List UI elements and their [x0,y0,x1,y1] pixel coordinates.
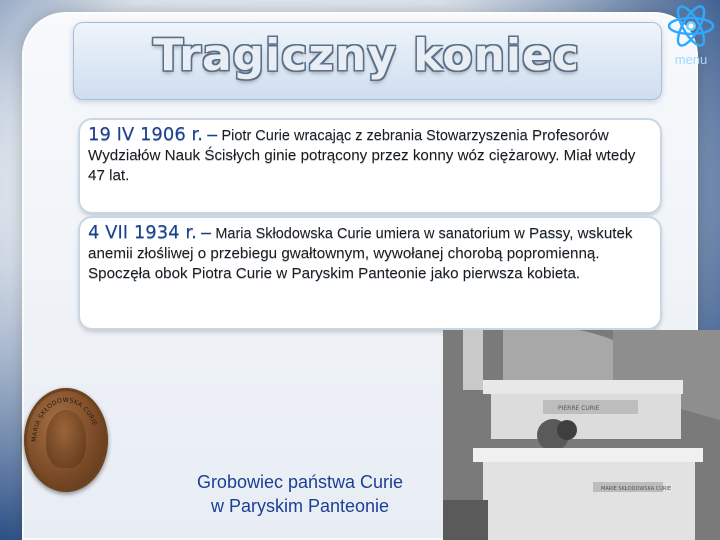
event-body-1: Profesorów Wydziałów Nauk Ścisłych ginie potrącony przez konny wóz ciężarowy. Miał wtedy 47 lat. [88,127,636,184]
tomb-inscription-1: PIERRE CURIE [558,405,600,412]
caption-line-2: w Paryskim Panteonie [210,496,390,516]
caption-line-1: Grobowiec państwa Curie [196,472,404,492]
event-body-2: Passy, wskutek anemii złośliwej o przebiegu gwałtownym, wywołanej chorobą popromienną. Spoczęła obok Piotra Curie w Paryskim Panteonie jako pierwsza kobieta. [88,225,633,282]
event-lead-2: Maria Skłodowska Curie umiera w sanatorium w [215,226,525,242]
photo-caption [170,470,430,518]
event-box-2 [80,218,660,328]
tomb-inscription-2: MARIE SKŁODOWSKA CURIE [601,486,671,492]
event-dash-1: – [207,124,218,144]
page-title: Tragiczny koniec [153,30,580,81]
event-lead-1: Piotr Curie wracając z zebrania Stowarzyszenia [221,128,528,144]
atom-icon [662,2,720,54]
event-text-2 [88,222,654,284]
event-text-1 [88,124,654,186]
event-date-1: 19 IV 1906 r. [88,124,203,145]
menu-label: menu [674,52,708,67]
medal-image [24,388,108,492]
menu-button[interactable] [662,2,720,72]
event-box-1 [80,120,660,212]
medal-portrait [46,410,86,468]
tomb-photo [443,330,720,540]
event-date-2: 4 VII 1934 r. [88,222,197,243]
event-dash-2: – [201,222,212,242]
medal-inscription: MARIA SKŁODOWSKA CURIE [30,396,98,443]
